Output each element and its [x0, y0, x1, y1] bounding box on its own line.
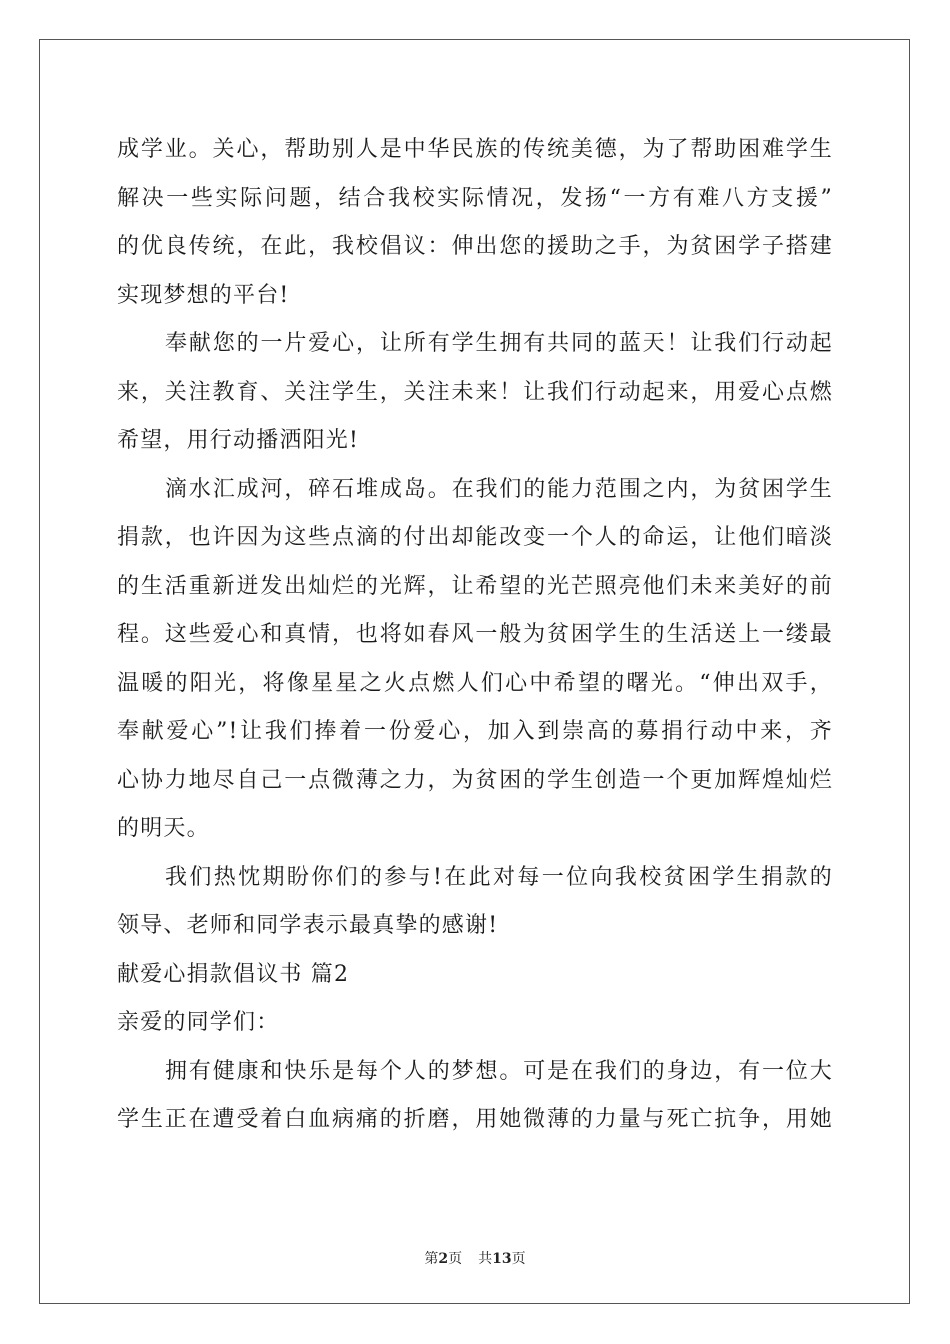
- footer-page-suffix: 页: [448, 1251, 463, 1267]
- text-line: 的生活重新迸发出灿烂的光辉，让希望的光芒照亮他们未来美好的前: [117, 573, 833, 599]
- text-line: 的优良传统，在此，我校倡议：伸出您的援助之手，为贫困学子搭建: [117, 234, 833, 259]
- footer-total-prefix: 共: [478, 1251, 493, 1267]
- text-line: 奉献您的一片爱心，让所有学生拥有共同的蓝天！让我们行动起: [165, 331, 833, 356]
- text-line: 希望，用行动播洒阳光!: [117, 428, 360, 453]
- text-line: 领导、老师和同学表示最真挚的感谢!: [117, 913, 499, 938]
- text-line: 奉献爱心”!让我们捧着一份爱心，加入到崇高的募捐行动中来，齐: [117, 719, 833, 744]
- text-line: 学生正在遭受着白血病痛的折磨，用她微薄的力量与死亡抗争，用她: [117, 1107, 833, 1132]
- text-line: 拥有健康和快乐是每个人的梦想。可是在我们的身边，有一位大: [165, 1058, 833, 1084]
- text-line: 解决一些实际问题，结合我校实际情况，发扬“一方有难八方支援”: [117, 185, 833, 211]
- text-line: 捐款，也许因为这些点滴的付出却能改变一个人的命运，让他们暗淡: [117, 525, 833, 550]
- text-line: 实现梦想的平台!: [117, 282, 290, 308]
- text-line: 程。这些爱心和真情，也将如春风一般为贫困学生的生活送上一缕最: [117, 622, 833, 647]
- text-line: 献爱心捐款倡议书 篇2: [117, 961, 350, 987]
- footer-page-prefix: 第: [424, 1251, 439, 1267]
- document-body: [117, 130, 833, 1149]
- text-line: 我们热忱期盼你们的参与!在此对每一位向我校贫困学生捐款的: [165, 864, 833, 890]
- text-line: 的明天。: [117, 816, 210, 841]
- text-line: 温暖的阳光，将像星星之火点燃人们心中希望的曙光。“伸出双手，: [117, 670, 833, 696]
- page-footer: [0, 1248, 950, 1268]
- footer-total-pages: 13: [492, 1251, 512, 1267]
- text-line: 成学业。关心，帮助别人是中华民族的传统美德，为了帮助困难学生: [117, 137, 833, 162]
- footer-total-suffix: 页: [511, 1251, 526, 1267]
- text-line: 亲爱的同学们：: [117, 1010, 280, 1035]
- text-line: 心协力地尽自己一点微薄之力，为贫困的学生创造一个更加辉煌灿烂: [117, 767, 833, 793]
- text-line: 来，关注教育、关注学生，关注未来！让我们行动起来，用爱心点燃: [117, 379, 833, 405]
- text-line: 滴水汇成河，碎石堆成岛。在我们的能力范围之内，为贫困学生: [165, 476, 833, 502]
- footer-page-number: 2: [438, 1251, 449, 1267]
